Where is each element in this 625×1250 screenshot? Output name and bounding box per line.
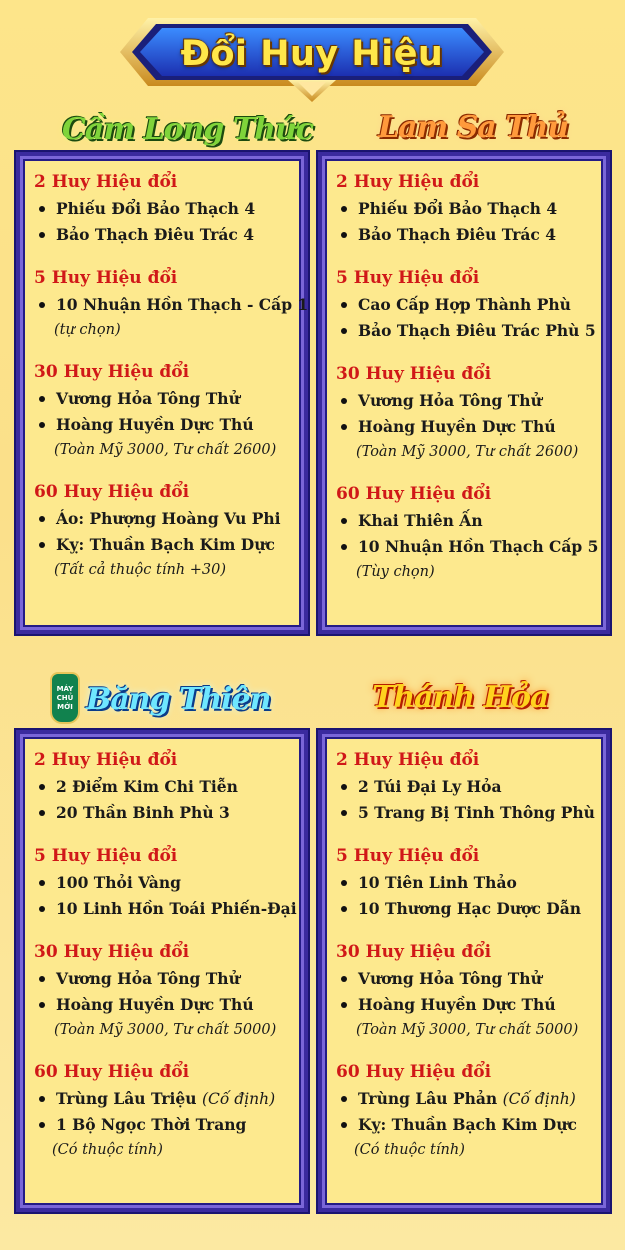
list-item: Vương Hỏa Tông Thử (336, 966, 596, 992)
tier-title: 5 Huy Hiệu đổi (336, 846, 480, 866)
list-item: 10 Nhuận Hồn Thạch - Cấp 1 (34, 292, 294, 318)
list-item: 100 Thỏi Vàng (34, 870, 294, 896)
reward-tier (34, 748, 294, 826)
tier-note: (Toàn Mỹ 3000, Tư chất 5000) (356, 1022, 579, 1038)
server-title-lam-sa-thu: Lam Sa Thủ (378, 110, 569, 145)
server-title-cam-long-thuc: Cầm Long Thức (62, 112, 314, 147)
reward-tier (34, 170, 294, 248)
list-item: 2 Điểm Kim Chi Tiễn (34, 774, 294, 800)
tier-note: (Toàn Mỹ 3000, Tư chất 2600) (54, 442, 277, 458)
reward-tier (34, 1060, 294, 1162)
tier-note: (Toàn Mỹ 3000, Tư chất 2600) (356, 444, 579, 460)
reward-tier (336, 940, 596, 1042)
tier-title: 60 Huy Hiệu đổi (336, 1062, 492, 1082)
reward-tier (34, 266, 309, 342)
item-text: Trùng Lâu Phản (358, 1089, 498, 1108)
list-item: Phiếu Đổi Bảo Thạch 4 (336, 196, 596, 222)
list-item: Phiếu Đổi Bảo Thạch 4 (34, 196, 294, 222)
reward-tier (34, 480, 294, 582)
list-item: Hoàng Huyền Dực Thú (34, 992, 294, 1018)
tier-title: 60 Huy Hiệu đổi (34, 1062, 190, 1082)
tier-title: 5 Huy Hiệu đổi (336, 268, 480, 288)
reward-tier (336, 266, 596, 344)
reward-tier (34, 844, 297, 922)
list-item: 5 Trang Bị Tinh Thông Phù (336, 800, 596, 826)
item-text: Trùng Lâu Triệu (56, 1089, 197, 1108)
list-item (336, 1086, 596, 1112)
tier-title: 5 Huy Hiệu đổi (34, 268, 178, 288)
reward-tier (34, 940, 294, 1042)
tier-title: 5 Huy Hiệu đổi (34, 846, 178, 866)
list-item: Vương Hỏa Tông Thử (34, 966, 294, 992)
server-title-bang-thien: Băng Thiên (86, 682, 271, 717)
reward-tier (336, 482, 599, 584)
tier-note: (Có thuộc tính) (52, 1142, 163, 1158)
server-panel-thanh-hoa (318, 730, 610, 1212)
page-title: Đổi Huy Hiệu (180, 34, 444, 74)
list-item: Áo: Phượng Hoàng Vu Phi (34, 506, 294, 532)
tier-title: 30 Huy Hiệu đổi (34, 362, 190, 382)
new-server-badge: MÁY CHỦ MỚI (50, 672, 80, 724)
tier-title: 30 Huy Hiệu đổi (336, 364, 492, 384)
list-item: Kỵ: Thuần Bạch Kim Dực (34, 532, 294, 558)
item-note: (Cố định) (201, 1090, 276, 1108)
tier-title: 30 Huy Hiệu đổi (336, 942, 492, 962)
list-item: 10 Nhuận Hồn Thạch Cấp 5 (336, 534, 596, 560)
tier-note: (tự chọn) (54, 322, 121, 338)
tier-title: 60 Huy Hiệu đổi (336, 484, 492, 504)
list-item: 20 Thần Binh Phù 3 (34, 800, 294, 826)
server-panel-lam-sa-thu (318, 152, 610, 634)
reward-tier (336, 1060, 596, 1162)
tier-title: 2 Huy Hiệu đổi (34, 172, 178, 192)
tier-title: 30 Huy Hiệu đổi (34, 942, 190, 962)
list-item: Bảo Thạch Điêu Trác 4 (336, 222, 596, 248)
item-note: (Cố định) (502, 1090, 576, 1108)
list-item: 10 Thương Hạc Dược Dẫn (336, 896, 596, 922)
list-item (34, 1086, 294, 1112)
list-item: Hoàng Huyền Dực Thú (34, 412, 294, 438)
reward-tier (34, 360, 294, 462)
reward-tier (336, 748, 596, 826)
list-item: Bảo Thạch Điêu Trác 4 (34, 222, 294, 248)
tier-note: (Tùy chọn) (356, 564, 435, 580)
list-item: 10 Linh Hồn Toái Phiến-Đại (34, 896, 294, 922)
list-item: Vương Hỏa Tông Thử (336, 388, 596, 414)
tier-note: (Toàn Mỹ 3000, Tư chất 5000) (54, 1022, 277, 1038)
tier-note: (Tất cả thuộc tính +30) (54, 562, 226, 578)
list-item: Kỵ: Thuần Bạch Kim Dực (336, 1112, 596, 1138)
tier-title: 2 Huy Hiệu đổi (34, 750, 178, 770)
tier-title: 2 Huy Hiệu đổi (336, 750, 480, 770)
list-item: 1 Bộ Ngọc Thời Trang (34, 1112, 294, 1138)
server-panel-cam-long-thuc (16, 152, 308, 634)
server-title-thanh-hoa: Thánh Hỏa (372, 680, 549, 715)
list-item: Hoàng Huyền Dực Thú (336, 992, 596, 1018)
tier-note: (Có thuộc tính) (354, 1142, 465, 1158)
list-item: Khai Thiên Ấn (336, 508, 596, 534)
reward-tier (336, 170, 596, 248)
list-item: Vương Hỏa Tông Thử (34, 386, 294, 412)
reward-tier (336, 362, 596, 464)
list-item: Cao Cấp Hợp Thành Phù (336, 292, 596, 318)
list-item: 10 Tiên Linh Thảo (336, 870, 596, 896)
tier-title: 2 Huy Hiệu đổi (336, 172, 480, 192)
page-banner (118, 12, 506, 104)
server-panel-bang-thien (16, 730, 308, 1212)
list-item: Hoàng Huyền Dực Thú (336, 414, 596, 440)
list-item: Bảo Thạch Điêu Trác Phù 5 (336, 318, 596, 344)
tier-title: 60 Huy Hiệu đổi (34, 482, 190, 502)
list-item: 2 Túi Đại Ly Hỏa (336, 774, 596, 800)
reward-tier (336, 844, 596, 922)
